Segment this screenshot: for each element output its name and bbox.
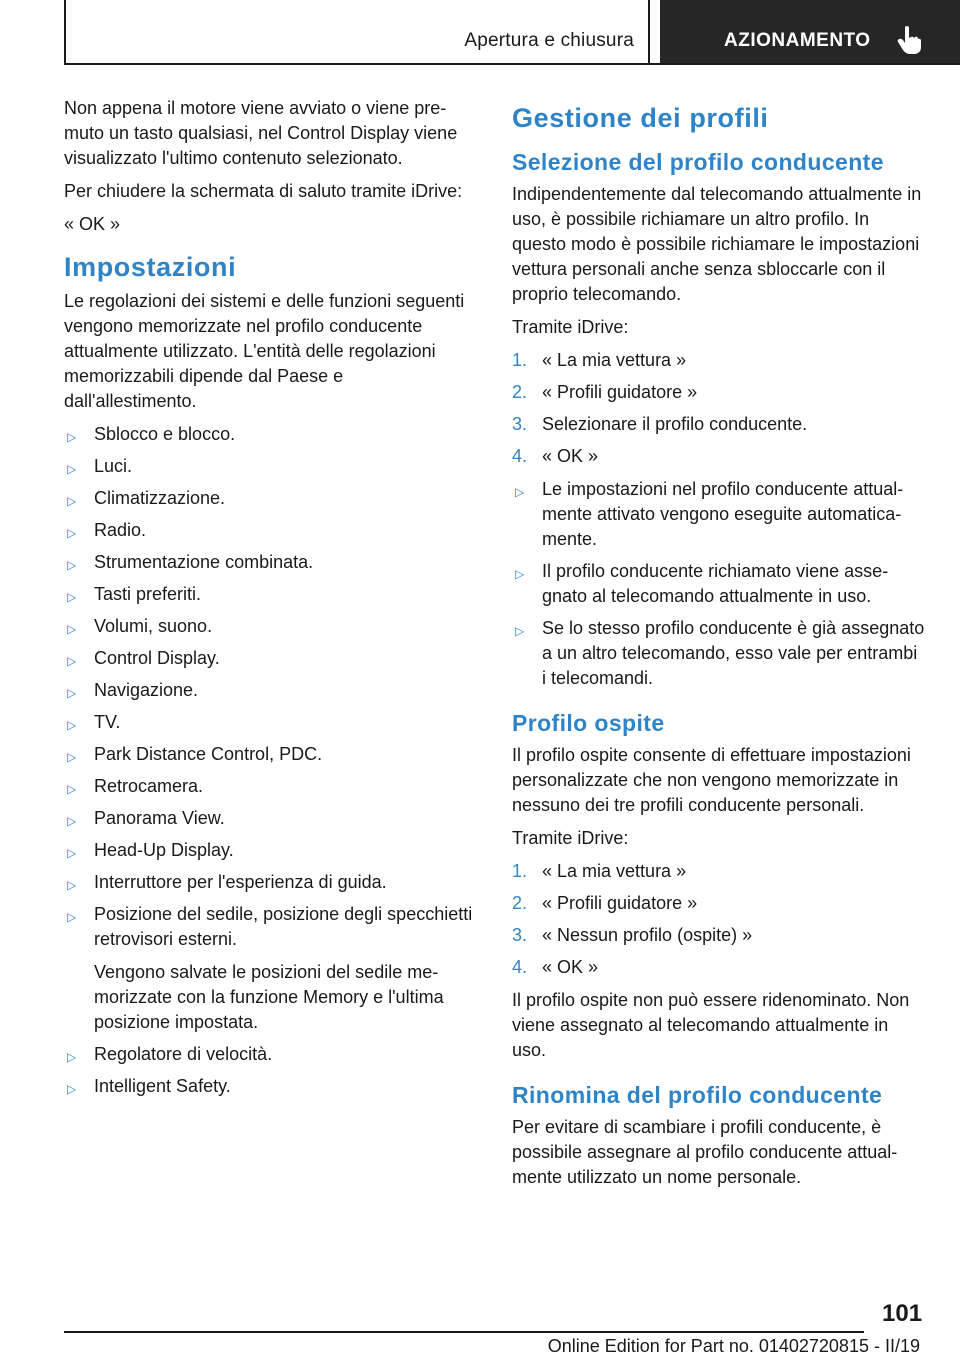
step-item: 4. « OK »: [512, 446, 599, 466]
list-item: ▷ Le impostazioni nel profilo conducente attualmente attivato vengono eseguite automaticamente.: [515, 479, 904, 549]
ospite-steps: [512, 859, 926, 980]
list-item: ▷ Head-Up Display.: [64, 838, 478, 863]
triangle-bullet-icon: ▷: [67, 1082, 77, 1096]
triangle-bullet-icon: ▷: [67, 1050, 77, 1064]
list-item: ▷ Strumentazione combinata.: [64, 550, 478, 575]
triangle-bullet-icon: ▷: [67, 494, 77, 508]
list-item: ▷ Panorama View.: [64, 806, 478, 831]
section-title: Apertura e chiusura: [464, 30, 634, 51]
step-item: 4. « OK »: [512, 957, 599, 977]
list-item: ▷ Climatizzazione.: [64, 486, 478, 511]
list-item: ▷ Radio.: [64, 518, 478, 543]
heading-impostazioni: Impostazioni: [64, 252, 237, 282]
triangle-bullet-icon: ▷: [67, 430, 77, 444]
triangle-bullet-icon: ▷: [67, 846, 77, 860]
header-section-tab: [64, 0, 650, 65]
triangle-bullet-icon: ▷: [67, 558, 77, 572]
heading-rinomina-profilo: Rinomina del profilo conducente: [512, 1082, 883, 1108]
step-item: 1. « La mia vettura »: [512, 350, 687, 370]
list-item: ▷ Regolatore di velocità.: [64, 1042, 478, 1067]
list-item-note: Vengono salvate le posizioni del sedile memorizzate con la funzione Memory e l'ultima posizione impostata.: [94, 962, 444, 1032]
triangle-bullet-icon: ▷: [67, 750, 77, 764]
header-chapter-tab: [660, 0, 960, 65]
triangle-bullet-icon: ▷: [67, 462, 77, 476]
list-item: ▷ Sblocco e blocco.: [64, 422, 478, 447]
list-item: ▷ Navigazione.: [64, 678, 478, 703]
edition-note: Online Edition for Part no. 01402720815 - II/19: [547, 1336, 920, 1356]
list-item: ▷ Posizione del sedile, posizione degli specchietti retrovisori esterni. Vengono salvate le posizioni del sedile memorizzate con la funzione Memory e l'ultima posizione impostata.: [64, 902, 478, 1035]
list-item: ▷ Il profilo conducente richiamato viene assegnato al telecomando attualmente in uso.: [515, 561, 889, 606]
step-item: 2. « Profili guidatore »: [512, 893, 698, 913]
page-number: 101: [882, 1300, 923, 1327]
list-item: ▷ Tasti preferiti.: [64, 582, 478, 607]
left-column: [64, 96, 478, 1107]
step-item: 2. « Profili guidatore »: [512, 382, 698, 402]
selezione-body: Indipendentemente dal telecomando attualmente in uso, è possibile richiamare un altro profilo. In questo modo è possibile richiamare le impostazioni vettura personali anche senza sbloccarle con il proprio telecomando.: [512, 184, 922, 304]
list-item: ▷ Control Display.: [64, 646, 478, 671]
impostazioni-body: Le regolazioni dei sistemi e delle funzioni seguenti vengono memorizzate nel profilo conducente attualmente utilizzato. L'entità delle regolazioni memorizzabili dipende dal Paese e dall'allestimento.: [64, 291, 465, 411]
list-item: ▷ Park Distance Control, PDC.: [64, 742, 478, 767]
triangle-bullet-icon: ▷: [67, 654, 77, 668]
list-item: ▷ Interruttore per l'esperienza di guida.: [64, 870, 478, 895]
ospite-note: Il profilo ospite non può essere ridenominato. Non viene assegnato al telecomando attualmente in uso.: [512, 990, 910, 1060]
intro-menu-path: « OK »: [64, 214, 121, 234]
list-item: ▷ Luci.: [64, 454, 478, 479]
triangle-bullet-icon: ▷: [67, 878, 77, 892]
triangle-bullet-icon: ▷: [67, 718, 77, 732]
step-item: 3. Selezionare il profilo conducente.: [512, 414, 808, 434]
chapter-title: AZIONAMENTO: [724, 30, 871, 51]
selezione-notes: [512, 477, 926, 691]
triangle-bullet-icon: ▷: [515, 624, 525, 638]
triangle-bullet-icon: ▷: [67, 590, 77, 604]
ospite-via: Tramite iDrive:: [512, 828, 629, 848]
list-item: ▷ Volumi, suono.: [64, 614, 478, 639]
list-item: ▷ Intelligent Safety.: [64, 1074, 478, 1099]
intro-paragraph: Non appena il motore viene avviato o viene premuto un tasto qualsiasi, nel Control Display viene visualizzato l'ultimo contenuto selezionato.: [64, 98, 458, 168]
step-item: 3. « Nessun profilo (ospite) »: [512, 925, 753, 945]
triangle-bullet-icon: ▷: [67, 910, 77, 924]
hand-pointer-icon: [896, 25, 922, 55]
heading-gestione-profili: Gestione dei profili: [512, 103, 769, 133]
list-item: ▷ TV.: [64, 710, 478, 735]
triangle-bullet-icon: ▷: [515, 567, 525, 581]
settings-list: [64, 422, 478, 1099]
triangle-bullet-icon: ▷: [67, 782, 77, 796]
rinomina-body: Per evitare di scambiare i profili conducente, è possibile assegnare al profilo conducente attualmente utilizzato un nome personale.: [512, 1117, 898, 1187]
intro-instruction: Per chiudere la schermata di saluto tramite iDrive:: [64, 181, 463, 201]
right-column: [512, 96, 926, 1198]
header-rule: [64, 63, 960, 65]
selezione-via: Tramite iDrive:: [512, 317, 629, 337]
step-item: 1. « La mia vettura »: [512, 861, 687, 881]
triangle-bullet-icon: ▷: [67, 814, 77, 828]
triangle-bullet-icon: ▷: [515, 485, 525, 499]
triangle-bullet-icon: ▷: [67, 622, 77, 636]
triangle-bullet-icon: ▷: [67, 526, 77, 540]
heading-profilo-ospite: Profilo ospite: [512, 710, 665, 736]
footer-rule: [64, 1331, 864, 1333]
triangle-bullet-icon: ▷: [67, 686, 77, 700]
selezione-steps: [512, 348, 926, 469]
ospite-body: Il profilo ospite consente di effettuare impostazioni personalizzate che non vengono memorizzate in nessuno dei tre profili conducente personali.: [512, 745, 911, 815]
list-item: ▷ Retrocamera.: [64, 774, 478, 799]
heading-selezione-profilo: Selezione del profilo conducente: [512, 149, 884, 175]
list-item: ▷ Se lo stesso profilo conducente è già assegnato a un altro telecomando, esso vale per entrambi i telecomandi.: [515, 618, 925, 688]
